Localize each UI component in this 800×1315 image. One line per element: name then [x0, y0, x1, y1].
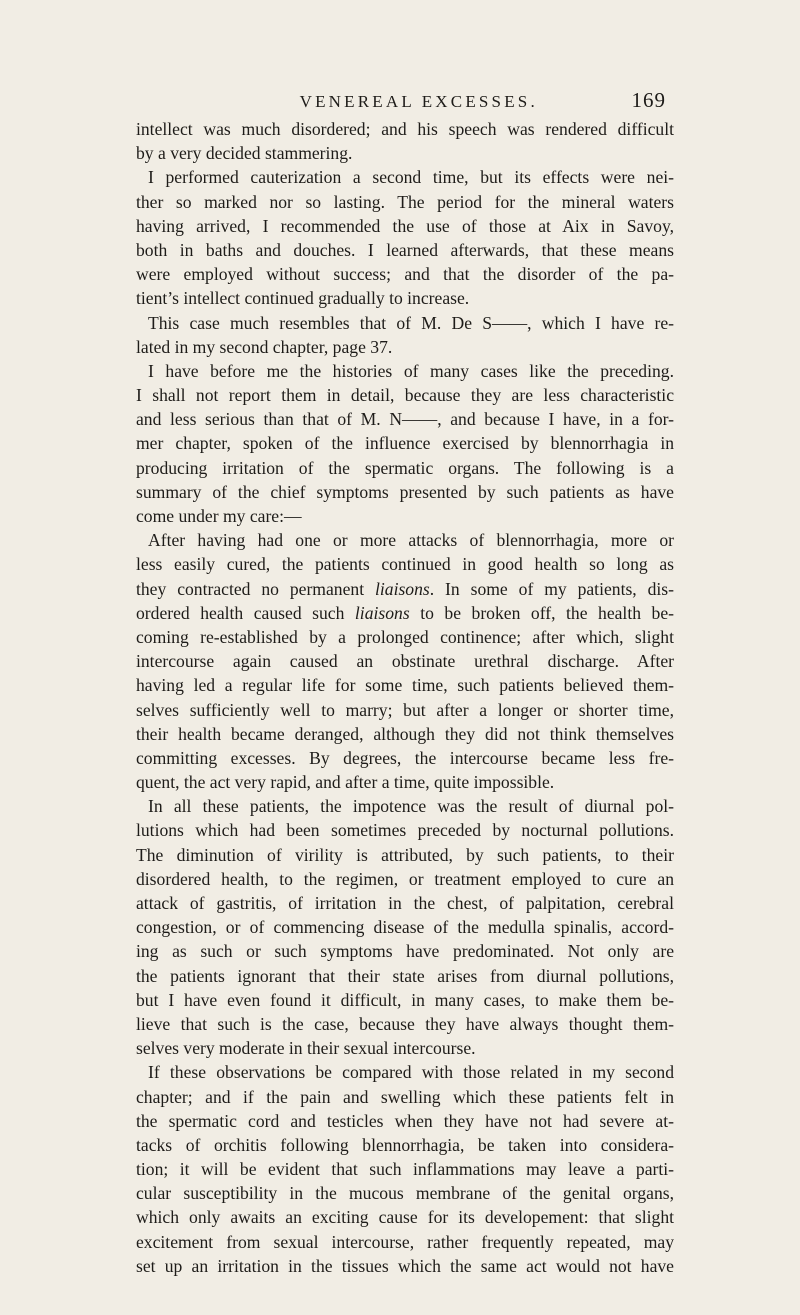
text-line: come under my care:—	[136, 506, 302, 526]
text-line: attack of gastritis, of irritation in the chest, of palpitation, cerebral	[136, 893, 674, 913]
running-head	[146, 88, 666, 113]
text-line: chapter; and if the pain and swelling which these patients felt in	[136, 1086, 674, 1107]
text-line: the spermatic cord and testicles when they have not had severe at-	[136, 1110, 674, 1131]
text-line: congestion, or of commencing disease of the medulla spinalis, accord-	[136, 917, 674, 938]
text-line: I performed cauterization a second time, but its effects were nei-	[148, 167, 674, 188]
text-line: intellect was much disordered; and his speech was rendered difficult	[136, 119, 674, 139]
text-line: selves very moderate in their sexual intercourse.	[136, 1038, 476, 1059]
text-line: mer chapter, spoken of the influence exercised by blennorrhagia in	[136, 433, 674, 454]
text-line: summary of the chief symptoms presented by such patients as have	[136, 481, 674, 502]
text-line: I shall not report them in detail, because they are less characteristic	[136, 385, 674, 406]
text-line: but I have even found it difficult, in many cases, to make them be-	[136, 989, 674, 1010]
text-line: by a very decided stammering.	[136, 143, 353, 164]
text-line: ing as such or such symptoms have predominated. Not only are	[136, 941, 674, 962]
text-line: having led a regular life for some time, such patients believed them-	[136, 675, 674, 696]
text-line: less easily cured, the patients continued in good health so long as	[136, 554, 674, 575]
page-number: 169	[631, 88, 666, 112]
text-line: having arrived, I recommended the use of those at Aix in Savoy,	[136, 215, 674, 236]
text-line: ther so marked nor so lasting. The period for the mineral waters	[136, 191, 674, 212]
text-line: were employed without success; and that the disorder of the pa-	[136, 264, 674, 285]
text-line: which only awaits an exciting cause for its developement: that slight	[136, 1207, 674, 1228]
text-line: the patients ignorant that their state arises from diurnal pollutions,	[136, 965, 674, 986]
text-line: intercourse again caused an obstinate urethral discharge. After	[136, 651, 674, 672]
text-line: quent, the act very rapid, and after a time, quite impossible.	[136, 772, 555, 793]
text-line: After having had one or more attacks of blennorrhagia, more or	[148, 530, 674, 551]
text-line: In all these patients, the impotence was the result of diurnal pol-	[148, 796, 674, 817]
text-line: lutions which had been sometimes preceded by nocturnal pollutions.	[136, 820, 674, 841]
text-line: I have before me the histories of many cases like the preceding.	[148, 360, 674, 381]
text-line: they contracted no permanent liaisons. In some of my patients, dis-	[136, 578, 674, 599]
text-line: This case much resembles that of M. De S——, which I have re-	[148, 312, 674, 333]
text-line: producing irritation of the spermatic organs. The following is a	[136, 457, 674, 478]
text-line: selves sufficiently well to marry; but after a longer or shorter time,	[136, 699, 674, 720]
text-line: tion; it will be evident that such inflammations may leave a parti-	[136, 1159, 674, 1180]
running-title: VENEREAL EXCESSES.	[299, 92, 538, 111]
text-line: disordered health, to the regimen, or treatment employed to cure an	[136, 868, 674, 889]
text-line: The diminution of virility is attributed, by such patients, to their	[136, 844, 674, 865]
text-line: and less serious than that of M. N——, and because I have, in a for-	[136, 409, 674, 430]
text-line: tient’s intellect continued gradually to increase.	[136, 288, 470, 309]
text-line: excitement from sexual intercourse, rather frequently repeated, may	[136, 1231, 674, 1252]
text-line: If these observations be compared with those related in my second	[148, 1062, 674, 1083]
text-line: lieve that such is the case, because they have always thought them-	[136, 1013, 674, 1034]
text-line: both in baths and douches. I learned afterwards, that these means	[136, 239, 674, 260]
text-line: committing excesses. By degrees, the intercourse became less fre-	[136, 747, 674, 768]
body-text	[136, 117, 674, 1278]
text-line: tacks of orchitis following blennorrhagia, be taken into considera-	[136, 1134, 674, 1155]
text-line: lated in my second chapter, page 37.	[136, 336, 393, 357]
text-line: cular susceptibility in the mucous membrane of the genital organs,	[136, 1183, 674, 1204]
text-line: coming re-established by a prolonged continence; after which, slight	[136, 626, 674, 647]
text-line: their health became deranged, although they did not think themselves	[136, 723, 674, 744]
text-line: set up an irritation in the tissues which the same act would not have	[136, 1255, 674, 1276]
text-line: ordered health caused such liaisons to be broken off, the health be-	[136, 602, 674, 623]
